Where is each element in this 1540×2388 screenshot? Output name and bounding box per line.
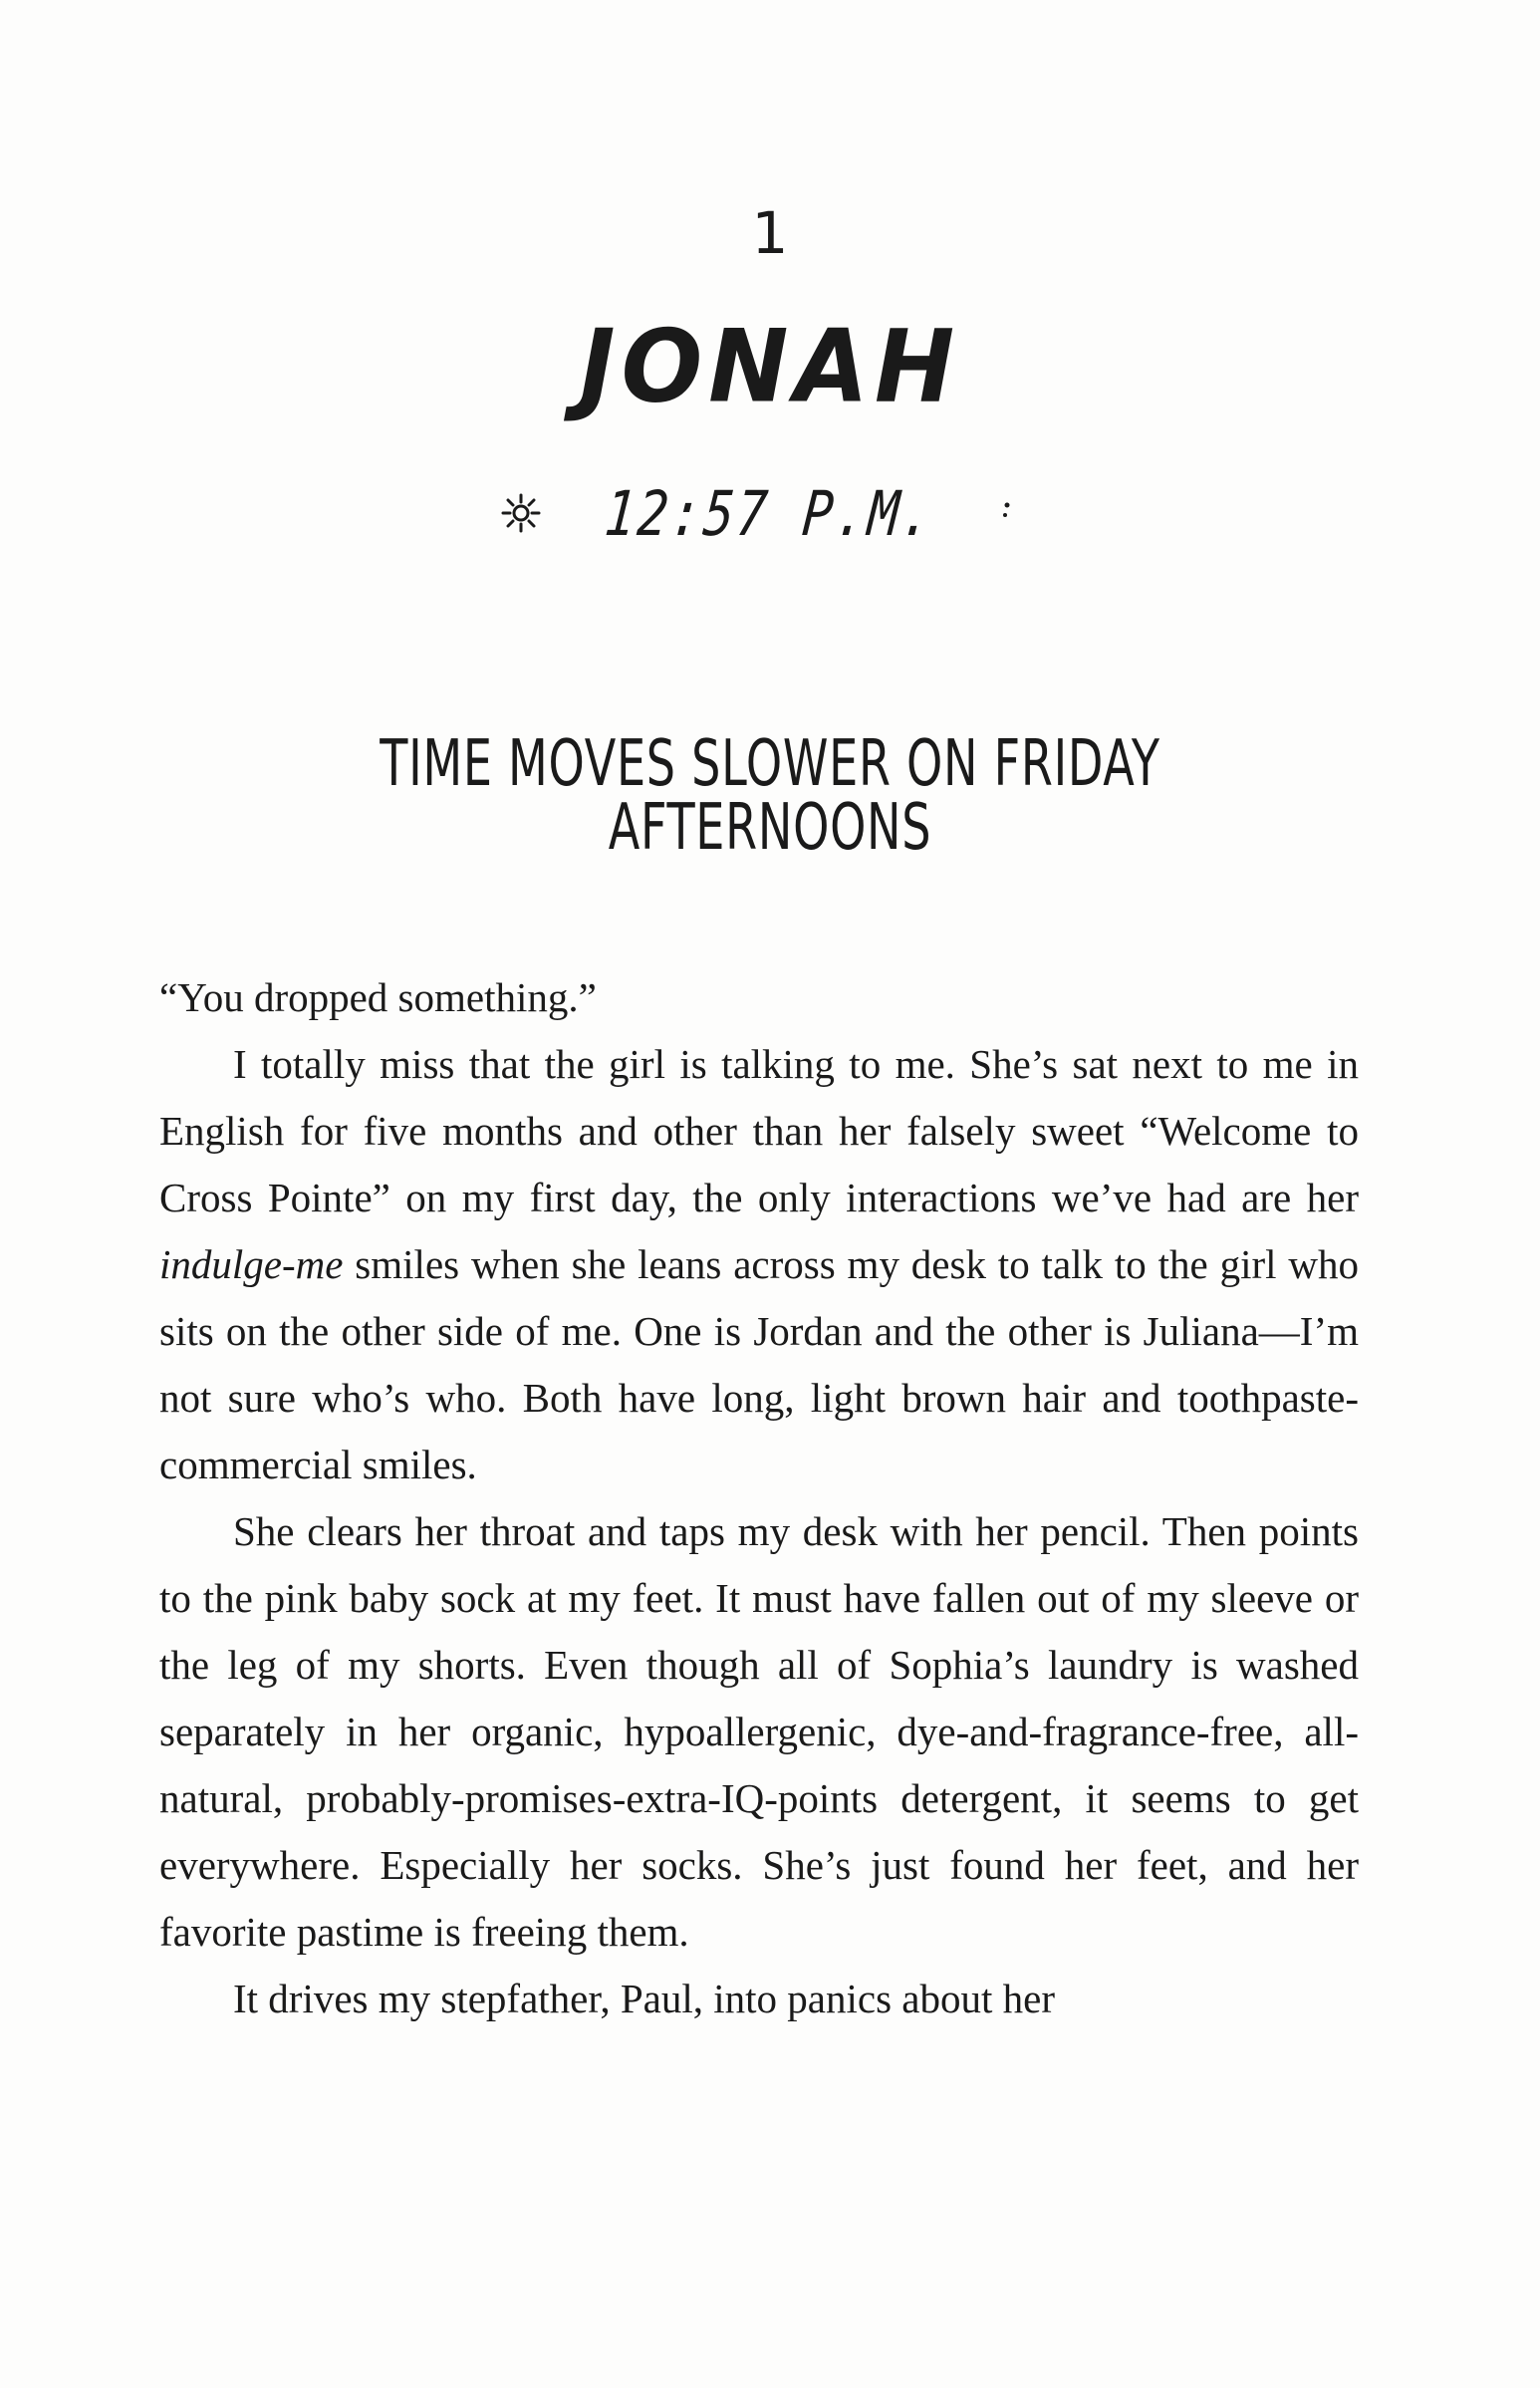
chapter-time-row (0, 478, 1540, 548)
paragraph-2-text-a: I totally miss that the girl is talking to me. She’s sat next to me in English for five months and other than her falsely sweet “Welcome to Cross Pointe” on my first day, the only interactions we’ve had are her (159, 1041, 1359, 1220)
paragraph-1: “You dropped something.” (159, 974, 597, 1020)
paragraph-2 (159, 1031, 1359, 1498)
moon-icon (997, 491, 1041, 535)
paragraph-2-emphasis: indulge-me (159, 1241, 344, 1287)
chapter-time: 12:57 P.M. (602, 476, 938, 550)
sun-icon (499, 491, 543, 535)
paragraph-2-text-b: smiles when she leans across my desk to talk to the girl who sits on the other side of me. One is Jordan and the other is Juliana—I’m not sure who’s who. Both have long, light brown hair and toothpaste-commercial smiles. (159, 1241, 1359, 1487)
paragraph-3: She clears her throat and taps my desk with her pencil. Then points to the pink baby sock at my feet. It must have fallen out of my sleeve or the leg of my shorts. Even though all of Sophia’s laundry is washed separately in her organic, hypoallergenic, dye-and-fragrance-free, all-natural, probably-promises-extra-IQ-points detergent, it seems to get everywhere. Especially her socks. She’s just found her feet, and her favorite pastime is freeing them. (159, 1508, 1359, 1955)
paragraph-4: It drives my stepfather, Paul, into panics about her (233, 1976, 1055, 2021)
chapter-name: JONAH (579, 308, 961, 425)
section-title: TIME MOVES SLOWER ON FRIDAY AFTERNOONS (380, 727, 1160, 865)
chapter-body (159, 964, 1359, 2032)
chapter-number: 1 (751, 199, 789, 267)
